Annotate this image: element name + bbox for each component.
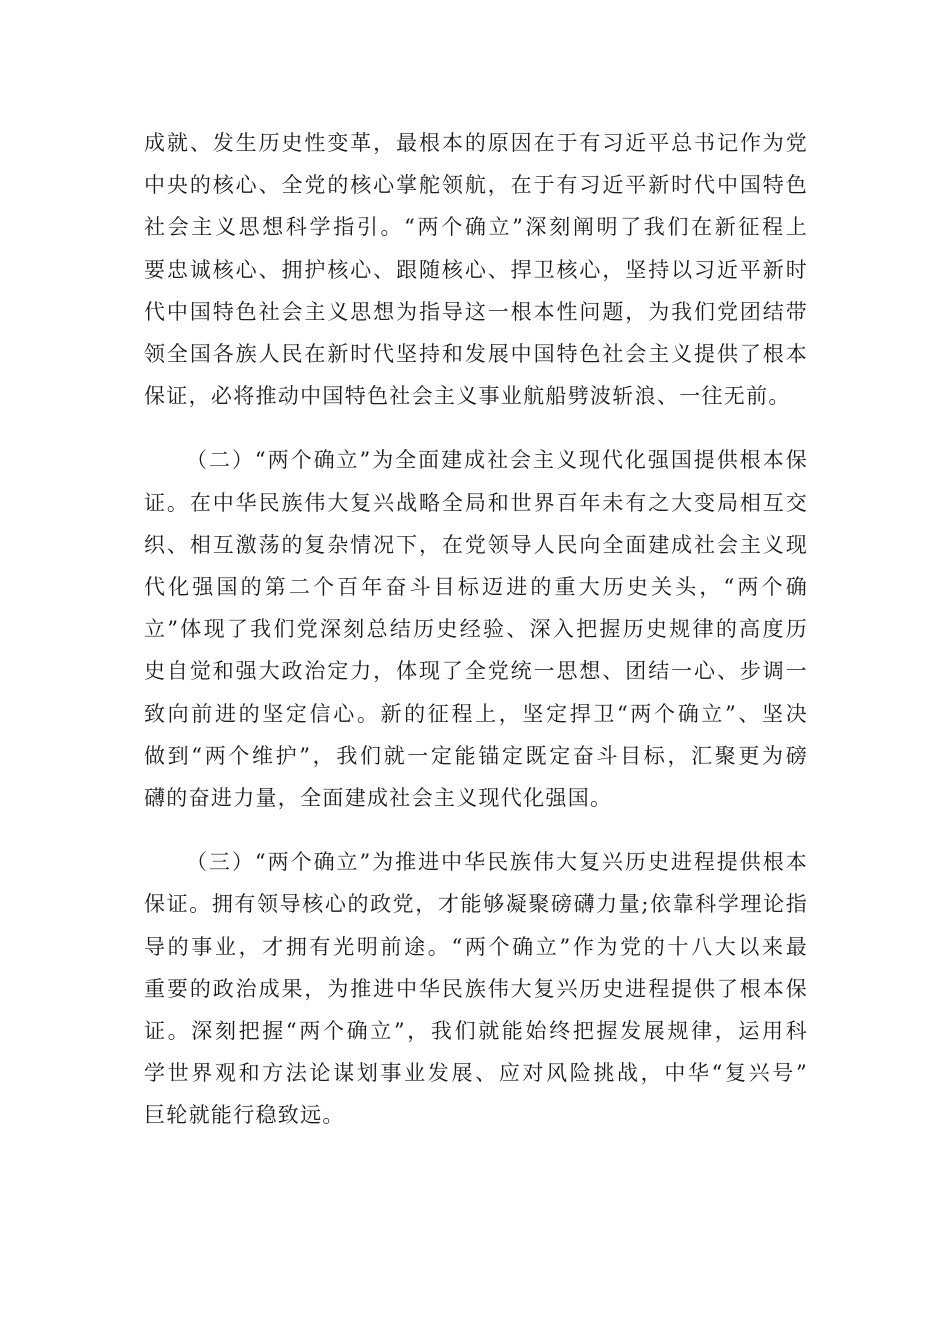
text-line: 中央的核心、全党的核心掌舵领航，在于有习近平新时代中国特色: [144, 173, 808, 198]
document-body: [144, 122, 808, 1159]
text-line: 重要的政治成果，为推进中华民族伟大复兴历史进程提供了根本保: [144, 976, 808, 1001]
text-line: 成就、发生历史性变革，最根本的原因在于有习近平总书记作为党: [144, 131, 808, 155]
text-line: 证。深刻把握“两个确立”，我们就能始终把握发展规律，运用科: [144, 1019, 808, 1044]
text-line: 学世界观和方法论谋划事业发展、应对风险挑战，中华“复兴号”: [144, 1061, 808, 1086]
text-line: 史自觉和强大政治定力，体现了全党统一思想、团结一心、步调一: [144, 659, 808, 684]
paragraph-3: [144, 841, 808, 1136]
text-line: 要忠诚核心、拥护核心、跟随核心、捍卫核心，坚持以习近平新时: [144, 257, 808, 282]
text-line: （三）“两个确立”为推进中华民族伟大复兴历史进程提供根本: [186, 850, 808, 875]
text-line: 巨轮就能行稳致远。: [144, 1103, 345, 1128]
text-line: 领全国各族人民在新时代坚持和发展中国特色社会主义提供了根本: [144, 342, 808, 367]
text-line: 做到“两个维护”，我们就一定能锚定既定奋斗目标，汇聚更为磅: [144, 743, 808, 768]
text-line: 代中国特色社会主义思想为指导这一根本性问题，为我们党团结带: [144, 299, 808, 324]
text-line: 证。在中华民族伟大复兴战略全局和世界百年未有之大变局相互交: [144, 490, 808, 515]
text-line: 导的事业，才拥有光明前途。“两个确立”作为党的十八大以来最: [144, 934, 808, 959]
text-line: （二）“两个确立”为全面建成社会主义现代化强国提供根本保: [186, 448, 808, 473]
paragraph-1: [144, 122, 808, 417]
text-line: 代化强国的第二个百年奋斗目标迈进的重大历史关头，“两个确: [144, 575, 808, 600]
paragraph-2: [144, 439, 808, 819]
text-line: 立”体现了我们党深刻总结历史经验、深入把握历史规律的高度历: [144, 617, 808, 642]
text-line: 礴的奋进力量，全面建成社会主义现代化强国。: [144, 786, 613, 811]
text-line: 致向前进的坚定信心。新的征程上，坚定捍卫“两个确立”、坚决: [144, 701, 808, 726]
text-line: 织、相互激荡的复杂情况下，在党领导人民向全面建成社会主义现: [144, 532, 808, 557]
text-line: 保证。拥有领导核心的政党，才能够凝聚磅礴力量;依靠科学理论指: [144, 892, 808, 917]
text-line: 社会主义思想科学指引。“两个确立”深刻阐明了我们在新征程上: [144, 215, 808, 240]
text-line: 保证，必将推动中国特色社会主义事业航船劈波斩浪、一往无前。: [144, 384, 791, 409]
